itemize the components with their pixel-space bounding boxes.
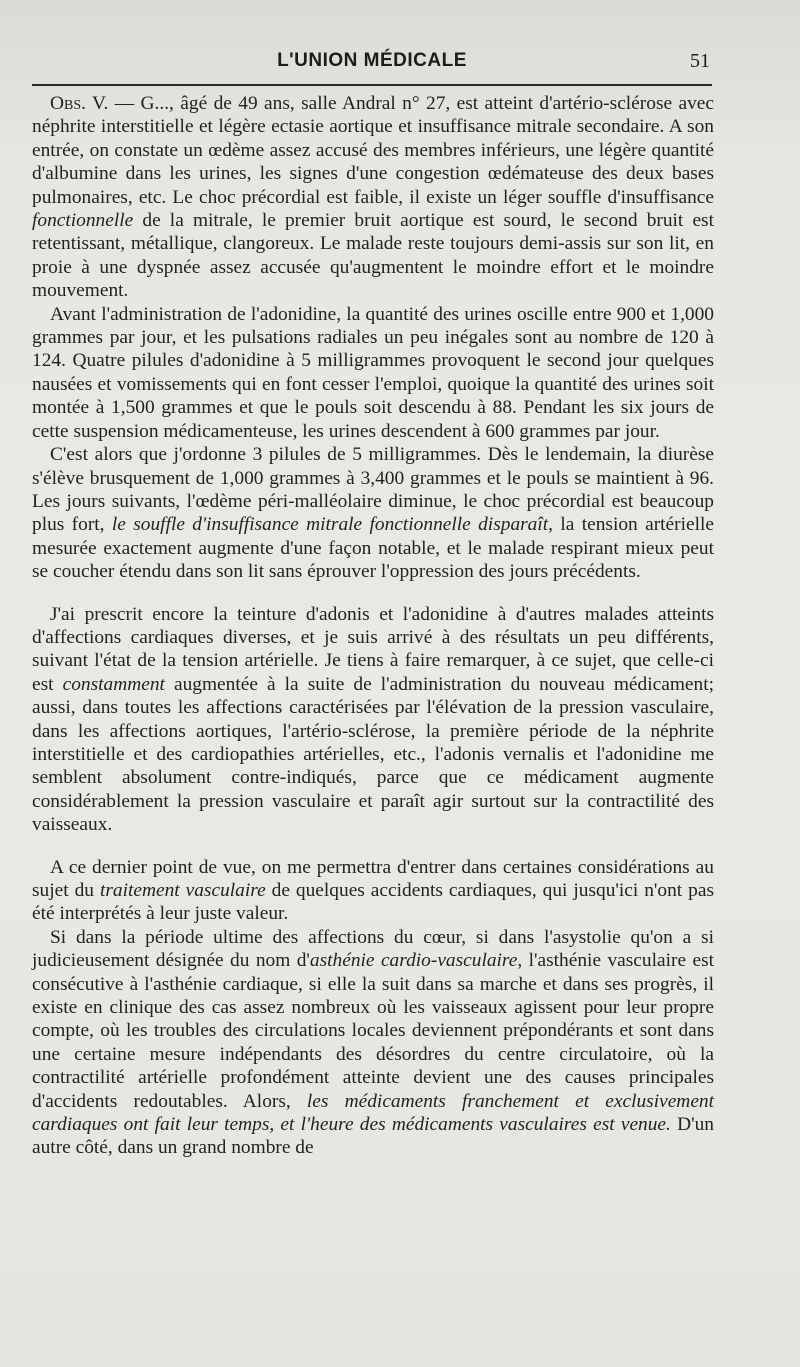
article-body [32, 92, 714, 1160]
observation-label: Obs. V. [50, 93, 109, 114]
paragraph [32, 856, 714, 926]
text-run: A ce dernier point de vue, on me permettra d'entrer dans certaines considérations au sujet du [32, 856, 714, 901]
paragraph [32, 92, 714, 303]
text-run: augmentée à la suite de l'administration du nouveau médicament; aussi, dans toutes les affections caractérisées par l'élévation de la pression vasculaire, dans les affections aortiques, l'artério-sclérose, la première période de la néphrite interstitielle et des cardiopathies artérielles, etc., l'adonis vernalis et l'adonidine me semblent absolument contre-indiqués, parce que ce médicament augmente considérablement la pression vasculaire et paraît agir surtout sur la contractilité des vaisseaux. [32, 673, 714, 836]
text-run: , l'asthénie vasculaire est consécutive à l'asthénie cardiaque, si elle la suit dans sa marche et dans ses progrès, il existe en clinique des cas assez nombreux où les vaisseaux agissent pour leur propre compte, où les troubles des circulations locales deviennent prépondérants et sont dans une certaine mesure indépendants des désordres du centre circulatoire, où la contractilité artérielle profondément atteinte devient une des causes principales d'accidents redoutables. Alors, [32, 950, 714, 1112]
italic-text: asthénie cardio-vasculaire [309, 950, 518, 972]
italic-text: le souffle d'insuffisance mitrale fonctionnelle disparaît, [111, 514, 553, 536]
text-run: — G..., âgé de 49 ans, salle Andral n° 27, est atteint d'artério-sclérose avec néphrite interstitielle et légère ectasie aortique et insuffisance mitrale secondaire. A son entrée, on constate un œdème assez accusé des membres inférieurs, une légère quantité d'albumine dans les urines, les signes d'une congestion œdémateuse des deux bases pulmonaires, etc. Le choc précordial est faible, il existe un léger souffle d'insuffisance [32, 93, 714, 208]
paragraph [32, 443, 714, 583]
italic-text: traitement vasculaire [99, 880, 266, 901]
text-run: de quelques accidents cardiaques, qui jusqu'ici n'ont pas été interprétés à leur juste valeur. [32, 880, 715, 925]
paragraph [32, 926, 714, 1160]
italic-text: les médicaments franchement et exclusivement cardiaques ont fait leur temps, et l'heure des médicaments vasculaires est venue. [32, 1090, 715, 1136]
text-run: de la mitrale, le premier bruit aortique est sourd, le second bruit est retentissant, métallique, clangoreux. Le malade reste toujours demi-assis sur son lit, en proie à une dyspnée assez accusée qu'augmentent le moindre effort et le moindre mouvement. [32, 210, 714, 302]
italic-text: fonctionnelle [32, 210, 134, 232]
italic-text: constamment [62, 673, 165, 695]
text-run: C'est alors que j'ordonne 3 pilules de 5 milligrammes. Dès le lendemain, la diurèse s'élève brusquement de 1,000 grammes à 3,400 grammes et le pouls se maintient à 96. Les jours suivants, l'œdème péri-malléolaire diminue, le choc précordial est beaucoup plus fort, [32, 444, 714, 536]
text-run: J'ai prescrit encore la teinture d'adonis et l'adonidine à d'autres malades atteints d'affections cardiaques diverses, et je suis arrivé à des résultats un peu différents, suivant l'état de la tension artérielle. Je tiens à faire remarquer, à ce sujet, que celle-ci est [32, 603, 714, 695]
page-header [32, 48, 712, 74]
text-run: Si dans la période ultime des affections du cœur, si dans l'asystolie qu'on a si judicieusement désignée du nom d' [32, 926, 714, 972]
paragraph [32, 303, 714, 443]
page-number: 51 [690, 50, 710, 72]
header-rule [32, 84, 712, 86]
text-run: Avant l'administration de l'adonidine, la quantité des urines oscille entre 900 et 1,000 grammes par jour, et les pulsations radiales un peu inégales sont au nombre de 120 à 124. Quatre pilules d'adonidine à 5 milligrammes provoquent le second jour quelques nausées et vomissements qui en font cesser l'emploi, quoique la quantité des urines soit montée à 1,500 grammes et que le pouls soit descendu à 88. Pendant les six jours de cette suspension médicamenteuse, les urines descendent à 600 grammes par jour. [32, 303, 714, 442]
running-title: L'UNION MÉDICALE [277, 50, 467, 71]
text-run: la tension artérielle mesurée exactement augmente d'une façon notable, et le malade respirant mieux peut se coucher étendu dans son lit sans éprouver l'oppression des jours précédents. [32, 514, 714, 583]
paragraph [32, 603, 714, 837]
text-run: D'un autre côté, dans un grand nombre de [32, 1114, 714, 1159]
